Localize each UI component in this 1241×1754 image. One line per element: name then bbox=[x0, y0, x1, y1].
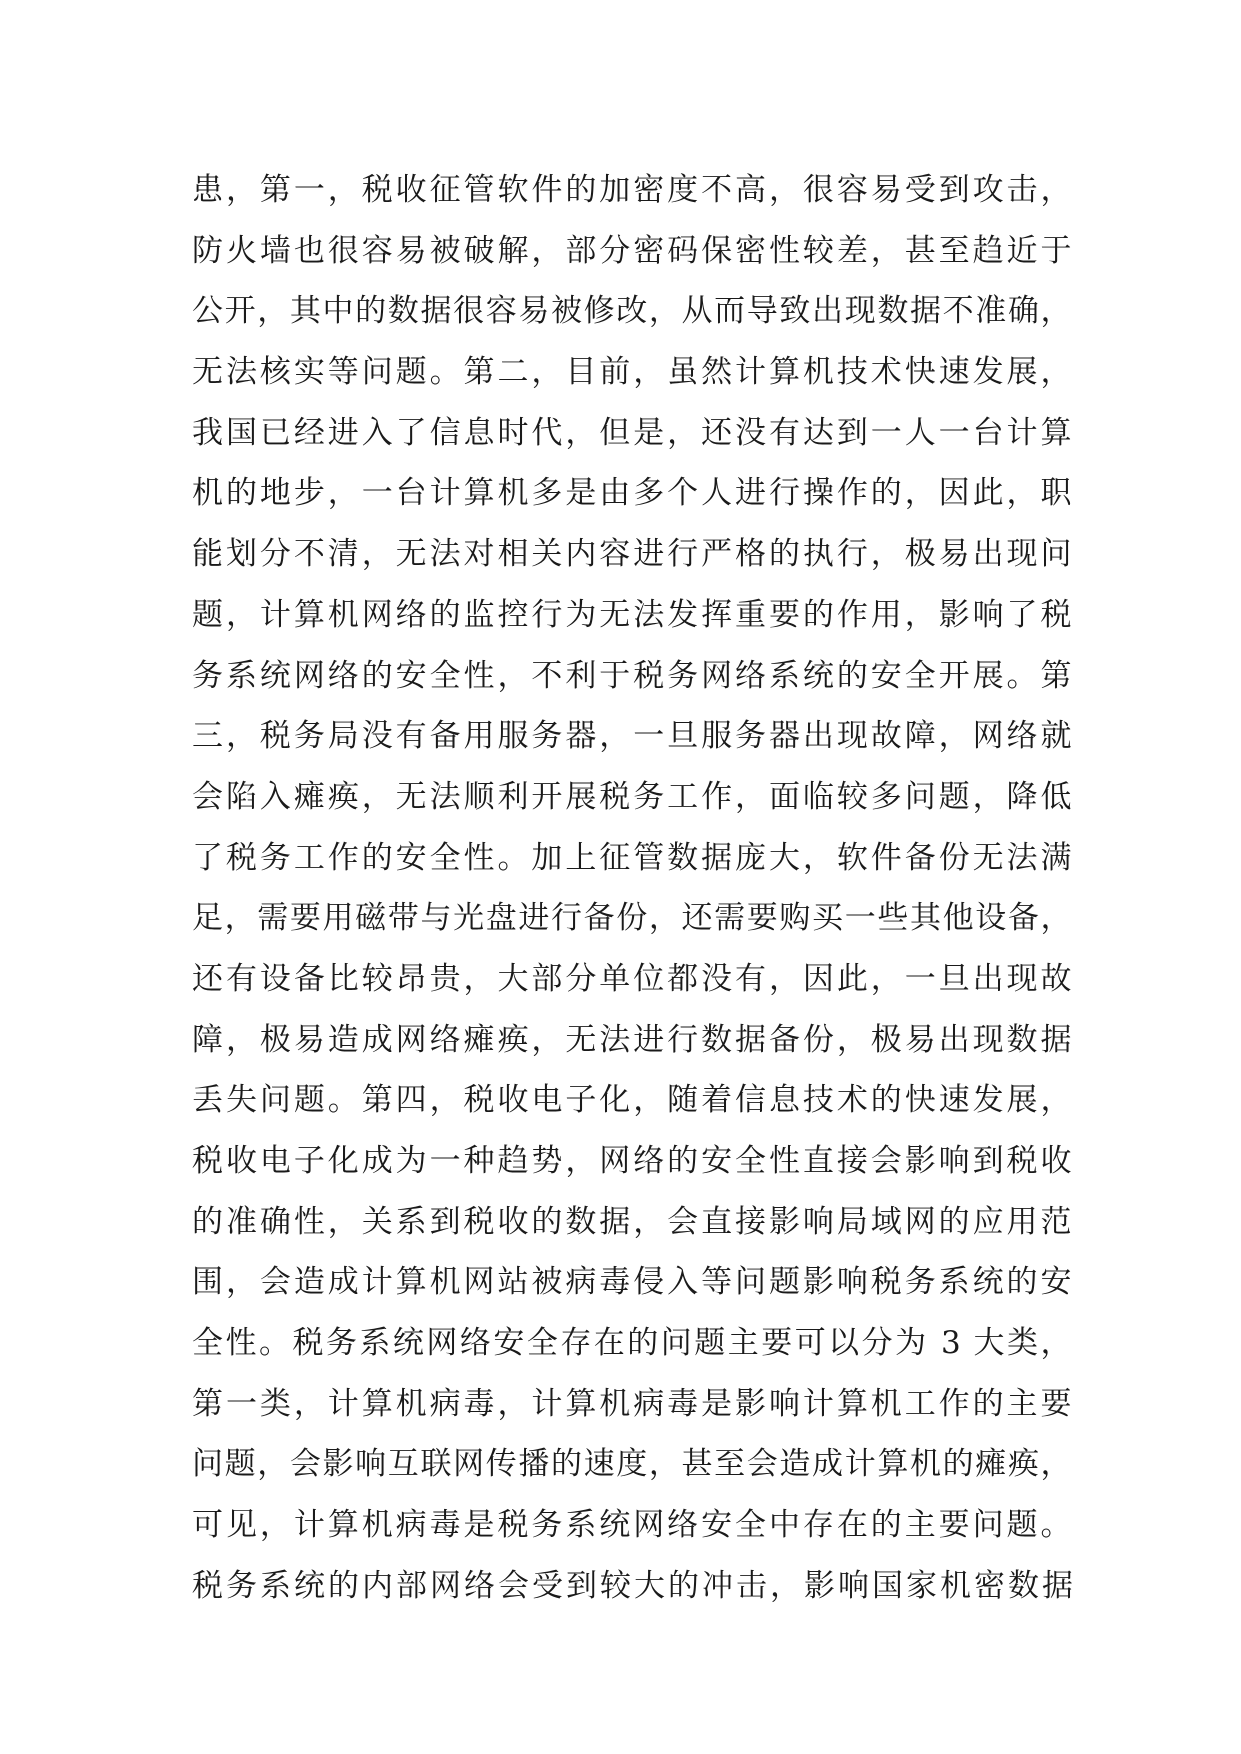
text-line: 的准确性，关系到税收的数据，会直接影响局域网的应用范 bbox=[192, 1203, 1072, 1240]
text-line: 防火墙也很容易被破解，部分密码保密性较差，甚至趋近于 bbox=[192, 232, 1072, 269]
text-line: 障，极易造成网络瘫痪，无法进行数据备份，极易出现数据 bbox=[192, 1021, 1072, 1058]
text-line: 三，税务局没有备用服务器，一旦服务器出现故障，网络就 bbox=[192, 718, 1072, 755]
text-line: 能划分不清，无法对相关内容进行严格的执行，极易出现问 bbox=[192, 536, 1072, 573]
body-text bbox=[192, 160, 1076, 1617]
text-line: 税务系统的内部网络会受到较大的冲击，影响国家机密数据 bbox=[192, 1567, 1076, 1604]
text-line: 可见，计算机病毒是税务系统网络安全中存在的主要问题。 bbox=[192, 1507, 1072, 1544]
text-line: 税收电子化成为一种趋势，网络的安全性直接会影响到税收 bbox=[192, 1143, 1072, 1179]
text-line: 无法核实等问题。第二，目前，虽然计算机技术快速发展， bbox=[192, 354, 1072, 391]
text-line: 我国已经进入了信息时代，但是，还没有达到一人一台计算 bbox=[192, 414, 1072, 451]
text-line: 第一类，计算机病毒，计算机病毒是影响计算机工作的主要 bbox=[192, 1385, 1072, 1422]
text-line: 患，第一，税收征管软件的加密度不高，很容易受到攻击， bbox=[192, 172, 1072, 208]
text-line: 足，需要用磁带与光盘进行备份，还需要购买一些其他设备， bbox=[192, 900, 1072, 937]
text-line: 丢失问题。第四，税收电子化，随着信息技术的快速发展， bbox=[192, 1082, 1072, 1119]
text-line: 了税务工作的安全性。加上征管数据庞大，软件备份无法满 bbox=[192, 839, 1072, 876]
text-line: 务系统网络的安全性，不利于税务网络系统的安全开展。第 bbox=[192, 657, 1072, 694]
text-line: 问题，会影响互联网传播的速度，甚至会造成计算机的瘫痪， bbox=[192, 1446, 1072, 1483]
text-line: 题，计算机网络的监控行为无法发挥重要的作用，影响了税 bbox=[192, 596, 1072, 633]
text-line: 公开，其中的数据很容易被修改，从而导致出现数据不准确， bbox=[192, 293, 1072, 330]
text-line: 会陷入瘫痪，无法顺利开展税务工作，面临较多问题，降低 bbox=[192, 778, 1072, 815]
text-line: 还有设备比较昂贵，大部分单位都没有，因此，一旦出现故 bbox=[192, 960, 1072, 997]
text-line: 机的地步，一台计算机多是由多个人进行操作的，因此，职 bbox=[192, 475, 1072, 512]
text-line: 围，会造成计算机网站被病毒侵入等问题影响税务系统的安 bbox=[192, 1264, 1072, 1301]
text-line: 全性。税务系统网络安全存在的问题主要可以分为 3 大类， bbox=[192, 1325, 1072, 1362]
